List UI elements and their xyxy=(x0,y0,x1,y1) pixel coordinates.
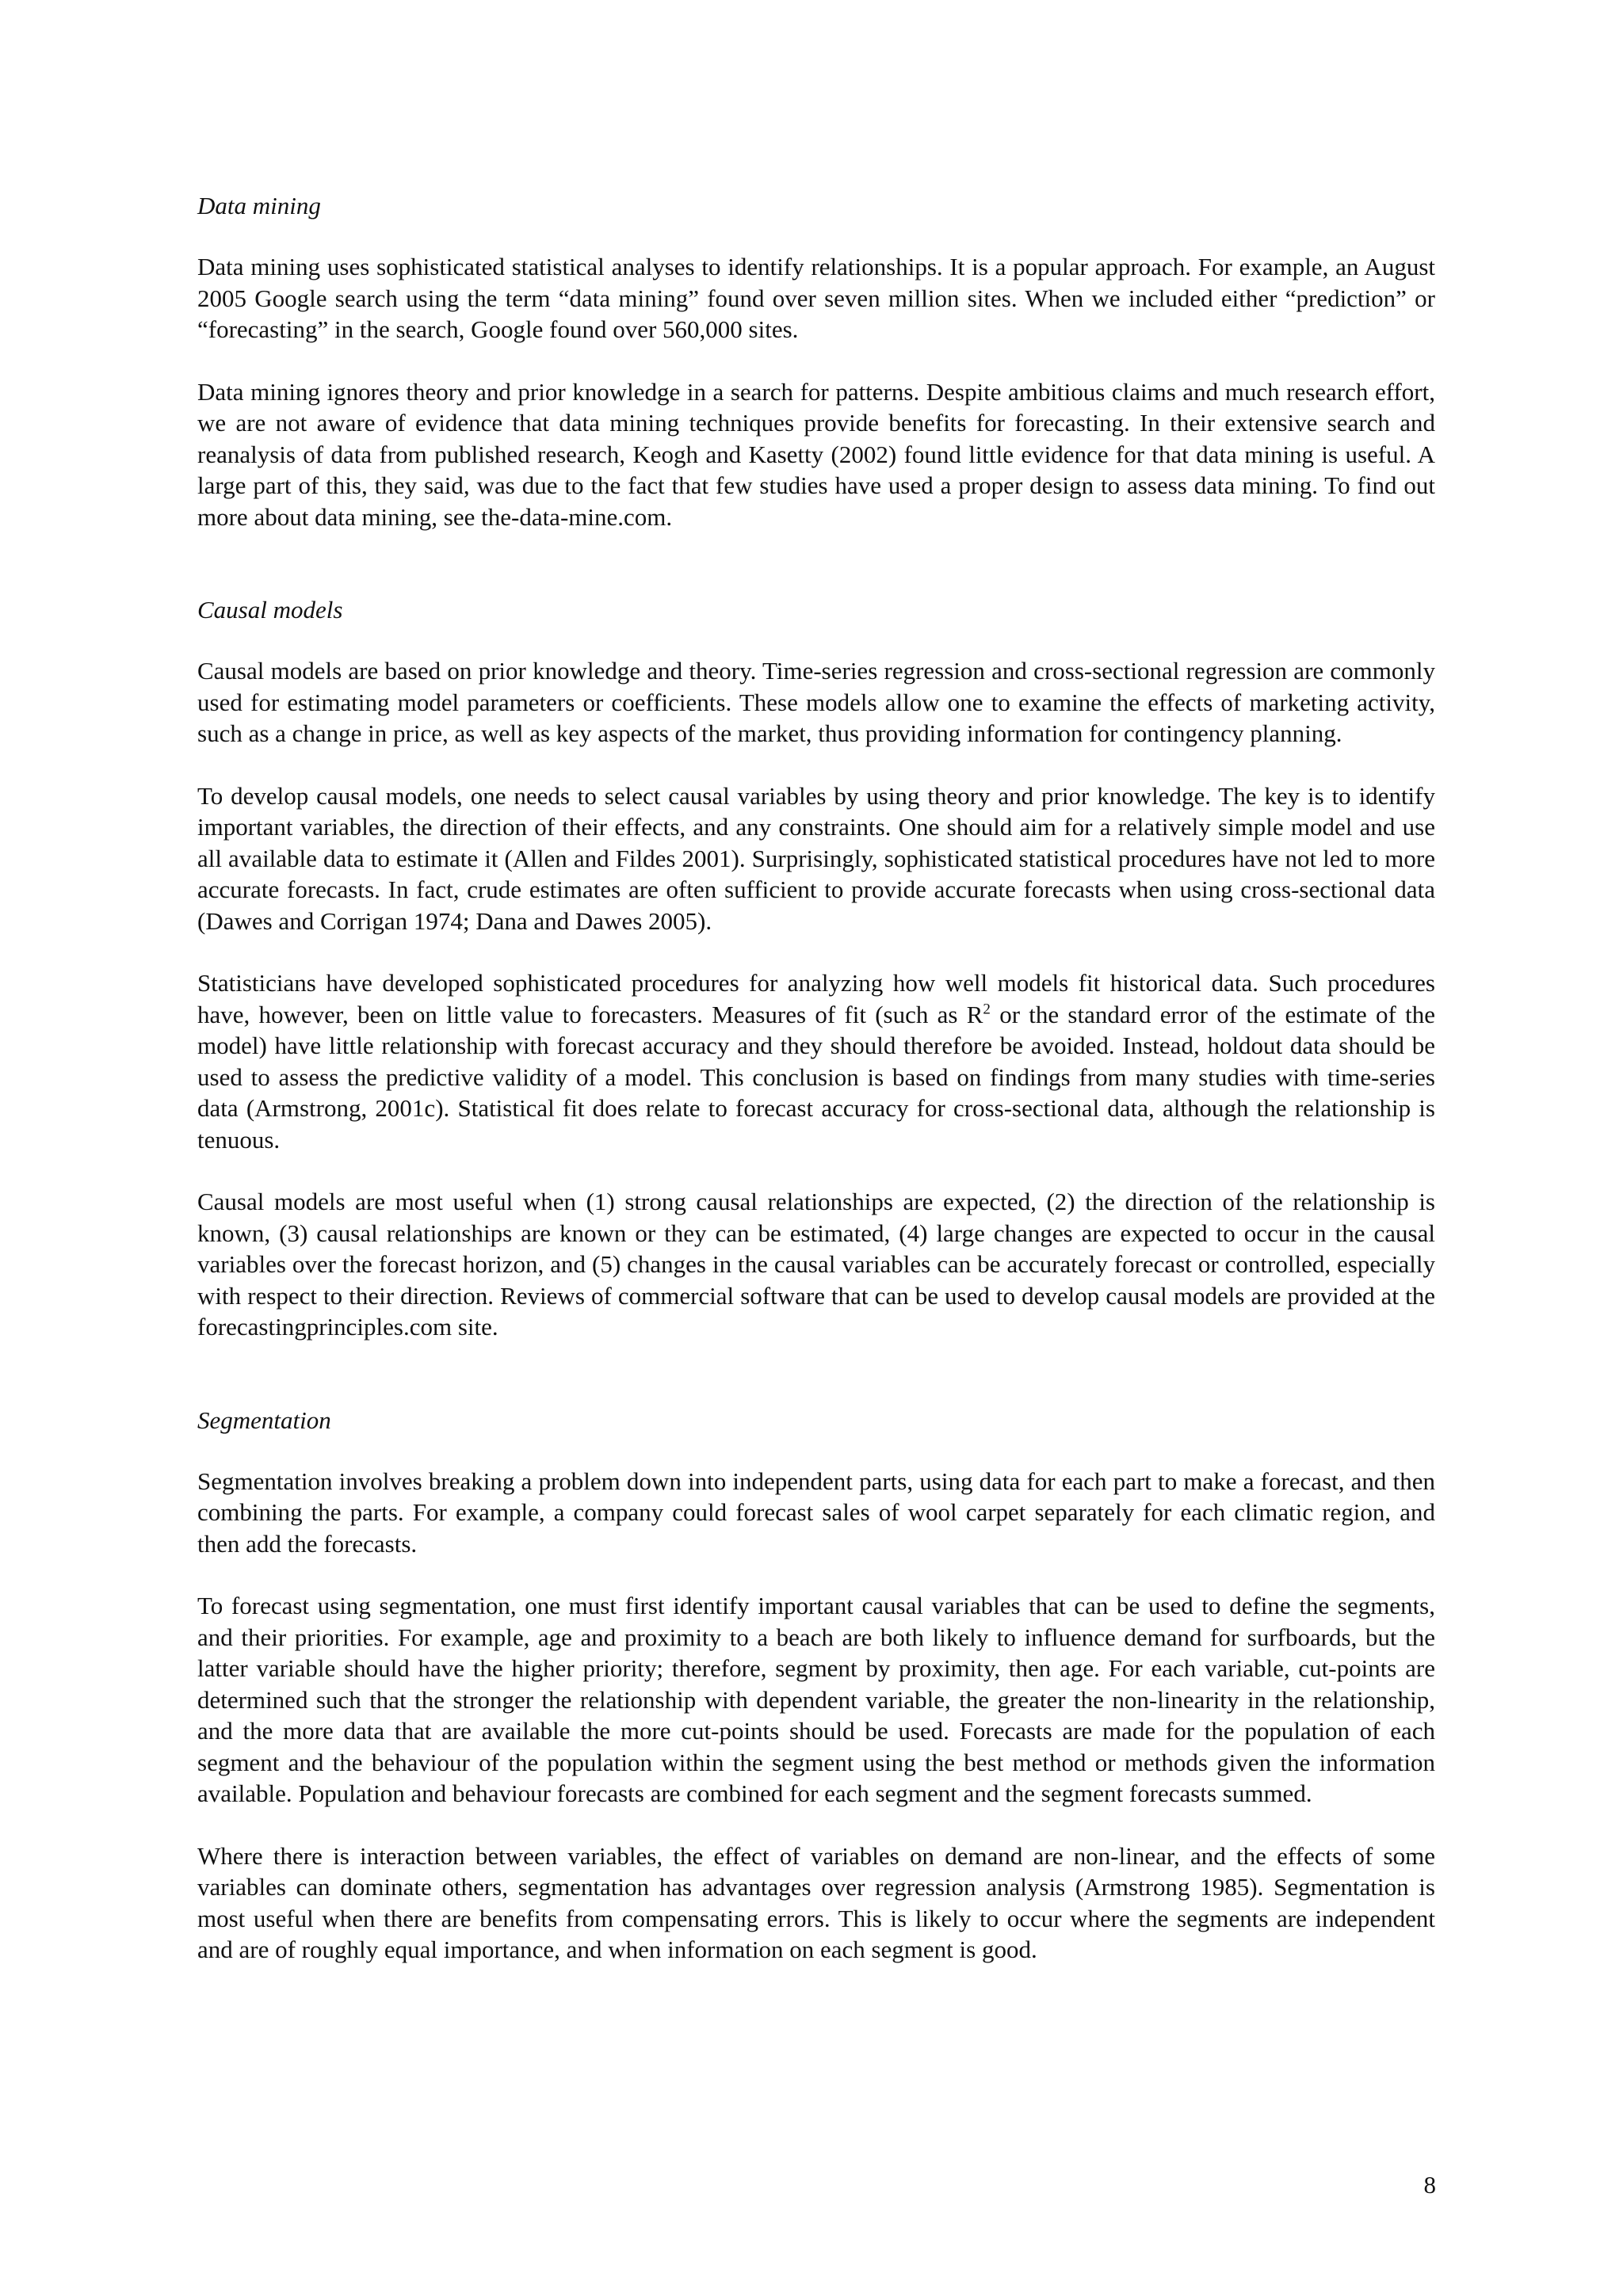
section-heading: Segmentation xyxy=(197,1405,331,1434)
paragraph: To develop causal models, one needs to select causal variables by using theory and prior knowledge. The key is to identify important variables, the direction of their effects, and any constraints. One should aim for a relatively simple model and use all available data to estimate it (Allen and Fildes 2001). Surprisingly, sophisticated statistical procedures have not led to more accurate forecasts. In fact, crude estimates are often sufficient to provide accurate forecasts when using cross-sectional data (Dawes and Corrigan 1974; Dana and Dawes 2005). xyxy=(197,781,1435,935)
paragraph: Segmentation involves breaking a problem down into independent parts, using data for each part to make a forecast, and then combining the parts. For example, a company could forecast sales of wool carpet separately for each climatic region, and then add the forecasts. xyxy=(197,1466,1435,1558)
superscript: 2 xyxy=(983,1001,991,1018)
page-number: 8 xyxy=(1423,2171,1436,2199)
paragraph-text: or the standard error of the estimate of the model) have little relationship with forecast accuracy and they should therefore be avoided. Instead, holdout data should be used to assess the predictive validity of a model. This conclusion is based on findings from many studies with time-series data (Armstrong, 2001c). Statistical fit does relate to forecast accuracy for cross-sectional data, although the relationship is tenuous. xyxy=(197,1000,1435,1154)
paragraph: Causal models are based on prior knowledge and theory. Time-series regression and cross-sectional regression are commonly used for estimating model parameters or coefficients. These models allow one to examine the effects of marketing activity, such as a change in price, as well as key aspects of the market, thus providing information for contingency planning. xyxy=(197,657,1435,747)
paragraph: To forecast using segmentation, one must first identify important causal variables that can be used to define the segments, and their priorities. For example, age and proximity to a beach are both likely to influence demand for surfboards, but the latter variable should have the higher priority; therefore, segment by proximity, then age. For each variable, cut-points are determined such that the stronger the relationship with dependent variable, the greater the non-linearity in the relationship, and the more data that are available the more cut-points should be used. Forecasts are made for the population of each segment and the behaviour of the population within the segment using the best method or methods given the information available. Population and behaviour forecasts are combined for each segment and the segment forecasts summed. xyxy=(197,1592,1435,1807)
paragraph-text: Statisticians have developed sophisticated procedures for analyzing how well models fit historical data. Such procedures have, however, been on little value to forecasters. Measures of fit (such as R xyxy=(197,969,1435,1028)
page-content xyxy=(197,190,1435,1997)
section-causal-models xyxy=(197,594,1435,1343)
paragraph: Data mining ignores theory and prior knowledge in a search for patterns. Despite ambitious claims and much research effort, we are not aware of evidence that data mining techniques provide benefits for forecasting. In their extensive search and reanalysis of data from published research, Keogh and Kasetty (2002) found little evidence for that data mining is useful. A large part of this, they said, was due to the fact that few studies have used a proper design to assess data mining. To find out more about data mining, see the-data-mine.com. xyxy=(197,377,1435,531)
paragraph: Causal models are most useful when (1) strong causal relationships are expected, (2) the direction of the relationship is known, (3) causal relationships are known or they can be estimated, (4) large changes are expected to occur in the causal variables over the forecast horizon, and (5) changes in the causal variables can be accurately forecast or controlled, especially with respect to their direction. Reviews of commercial software that can be used to develop causal models are provided at the forecastingprinciples.com site. xyxy=(197,1188,1435,1341)
section-segmentation xyxy=(197,1405,1435,1966)
paragraph: Where there is interaction between variables, the effect of variables on demand are non-linear, and the effects of some variables can dominate others, segmentation has advantages over regression analysis (Armstrong 1985). Segmentation is most useful when there are benefits from compensating errors. This is likely to occur where the segments are independent and are of roughly equal importance, and when information on each segment is good. xyxy=(197,1841,1435,1963)
section-heading: Data mining xyxy=(197,192,321,219)
section-data-mining xyxy=(197,190,1435,532)
paragraph xyxy=(197,967,1435,1155)
paragraph: Data mining uses sophisticated statistical analyses to identify relationships. It is a popular approach. For example, an August 2005 Google search using the term “data mining” found over seven million sites. When we included either “prediction” or “forecasting” in the search, Google found over 560,000 sites. xyxy=(197,253,1435,343)
section-heading: Causal models xyxy=(197,596,343,624)
